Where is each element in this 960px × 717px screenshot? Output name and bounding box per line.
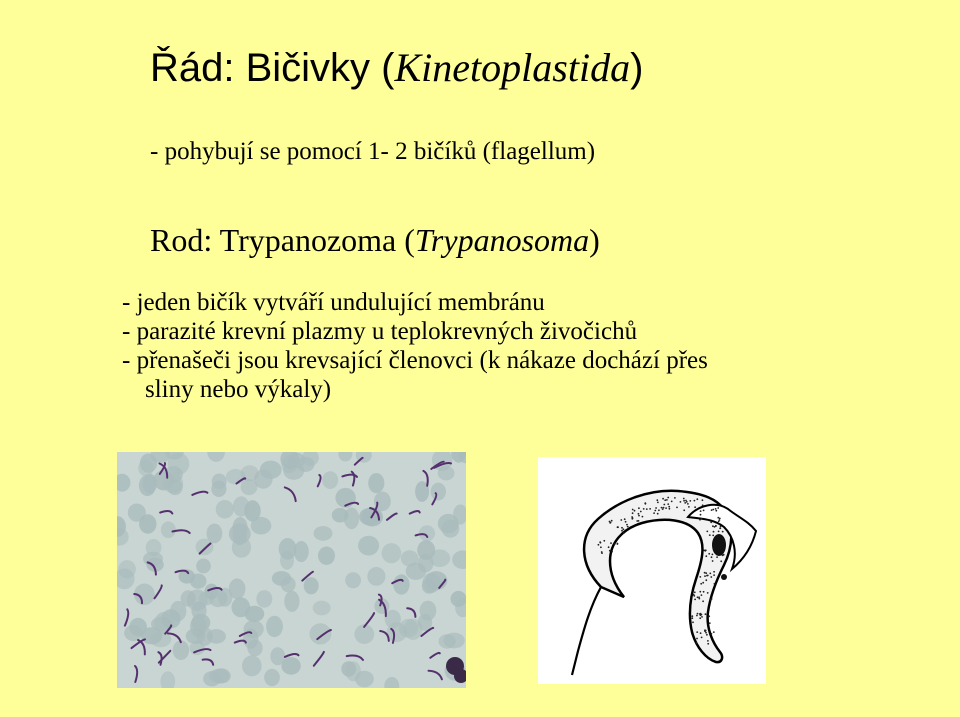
blood-smear-svg [117,452,466,688]
bullet-item: - jeden bičík vytváří undulující membránu [122,289,545,316]
subtitle-suffix: ) [589,222,600,258]
genus-subtitle [150,221,600,259]
trypanosome-drawing [538,457,766,684]
subtitle-prefix: Rod: Trypanozoma ( [150,222,415,258]
bullet-item: - parazité krevní plazmy u teplokrevných živočichů [122,318,638,345]
flagella-line: - pohybují se pomocí 1- 2 bičíků (flagellum) [150,138,596,165]
title-suffix: ) [630,46,644,90]
subtitle-latin-name: Trypanosoma [414,222,590,258]
trypanosome-svg [538,457,766,684]
bullet-list [122,288,708,404]
bullet-item: - přenašeči jsou krevsající členovci (k nákaze dochází přes [122,347,708,374]
blood-smear-photo [117,452,466,688]
title-latin-name: Kinetoplastida [394,45,631,90]
slide-title [150,44,643,92]
bullet-continuation: sliny nebo výkaly) [145,376,332,403]
title-prefix: Řád: Bičivky ( [150,46,395,90]
